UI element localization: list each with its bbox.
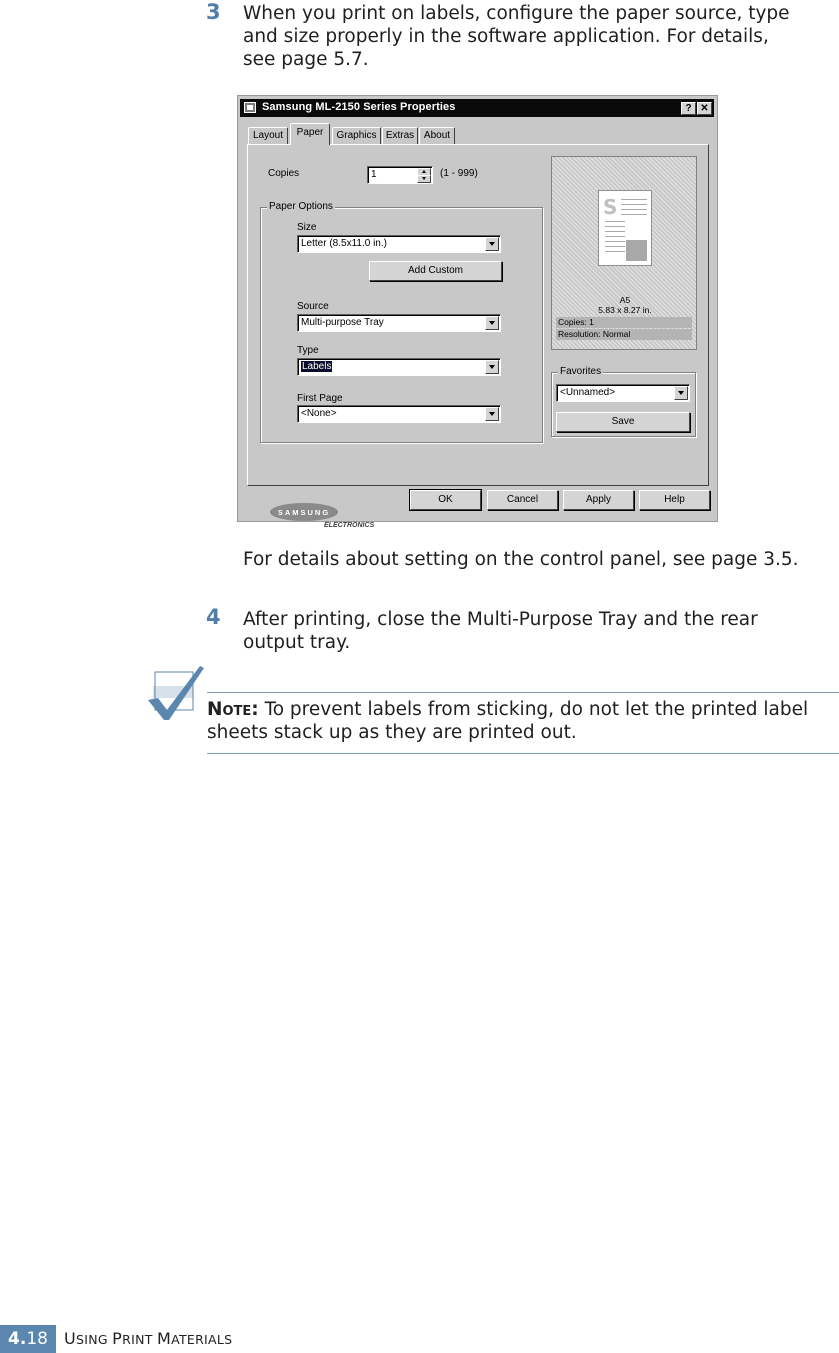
copies-label: Copies	[268, 168, 300, 179]
apply-button[interactable]: Apply	[563, 490, 634, 510]
type-label: Type	[297, 345, 319, 356]
paper-preview	[551, 156, 697, 350]
note-line-2: sheets stack up as they are printed out.	[207, 722, 577, 743]
source-select[interactable]	[297, 314, 501, 332]
type-select[interactable]	[297, 358, 501, 376]
step-4-line: After printing, close the Multi-Purpose Tray and the rear	[243, 609, 758, 630]
step-number-4: 4	[206, 605, 221, 629]
first-page-value: <None>	[301, 408, 337, 419]
paper-name: A5	[619, 295, 631, 305]
step-4-line: output tray.	[243, 632, 351, 653]
chapter-number: 4.	[8, 1329, 27, 1349]
chevron-down-icon[interactable]	[485, 316, 499, 330]
add-custom-button[interactable]: Add Custom	[369, 261, 502, 281]
note-line: To prevent labels from sticking, do not let the printed label	[258, 699, 809, 720]
favorites-value: <Unnamed>	[560, 387, 616, 398]
paper-options-label: Paper Options	[269, 201, 333, 212]
ok-button[interactable]: OK	[410, 490, 481, 510]
preview-resolution: Resolution: Normal	[556, 329, 692, 340]
favorites-select[interactable]	[556, 384, 690, 402]
source-value: Multi-purpose Tray	[301, 317, 384, 328]
note-text	[207, 698, 837, 744]
logo-brand: SAMSUNG	[277, 508, 331, 517]
favorites-label: Favorites	[560, 366, 602, 377]
tab-layout[interactable]: Layout	[248, 127, 288, 144]
dialog-title: Samsung ML-2150 Series Properties	[262, 101, 456, 113]
spin-down-icon[interactable]	[417, 175, 431, 183]
note-line-1	[207, 698, 837, 721]
note-top-rule	[207, 692, 839, 693]
paper-options-group	[260, 201, 543, 443]
note-bottom-rule	[207, 753, 839, 754]
tab-extras[interactable]: Extras	[382, 127, 418, 144]
dialog-titlebar	[240, 99, 714, 117]
copies-value: 1	[371, 169, 377, 180]
close-icon[interactable]: ✕	[697, 102, 712, 115]
step-3-line: When you print on labels, configure the paper source, type	[243, 3, 790, 24]
first-page-select[interactable]	[297, 405, 501, 423]
logo-sub: ELECTRONICS	[324, 522, 375, 529]
chevron-down-icon[interactable]	[485, 237, 499, 251]
chevron-down-icon[interactable]	[674, 386, 688, 400]
tab-paper[interactable]: Paper	[290, 123, 330, 145]
step-3-text	[243, 2, 839, 71]
samsung-electronics-logo	[270, 500, 380, 530]
cancel-button[interactable]: Cancel	[487, 490, 558, 510]
type-value: Labels	[302, 361, 332, 372]
help-title-button[interactable]: ?	[681, 102, 696, 115]
checkmark-icon	[142, 662, 206, 722]
help-button[interactable]: Help	[639, 490, 710, 510]
chevron-down-icon[interactable]	[485, 360, 499, 374]
note-label: Note:	[207, 699, 259, 720]
page-number-badge	[0, 1325, 56, 1353]
first-page-label: First Page	[297, 393, 343, 404]
tab-graphics[interactable]: Graphics	[332, 127, 381, 144]
page-number: 18	[26, 1329, 48, 1349]
preview-copies: Copies: 1	[556, 317, 692, 328]
save-button[interactable]: Save	[556, 412, 690, 432]
step-4-text	[243, 608, 839, 654]
printer-properties-dialog	[237, 95, 718, 529]
copies-stepper[interactable]	[367, 166, 433, 184]
page-preview-icon: S	[598, 190, 652, 266]
tab-about[interactable]: About	[419, 127, 455, 144]
size-value: Letter (8.5x11.0 in.)	[301, 238, 387, 249]
printer-icon	[244, 102, 256, 113]
control-panel-note: For details about setting on the control panel, see page 3.5.	[243, 549, 799, 570]
size-label: Size	[297, 222, 317, 233]
copies-range: (1 - 999)	[440, 168, 478, 179]
paper-dimensions: 5.83 x 8.27 in.	[598, 305, 652, 315]
chevron-down-icon[interactable]	[485, 407, 499, 421]
step-3-line: see page 5.7.	[243, 49, 369, 70]
source-label: Source	[297, 301, 329, 312]
size-select[interactable]	[297, 235, 501, 253]
step-3-line: and size properly in the software application. For details,	[243, 26, 769, 47]
step-number-3: 3	[206, 0, 221, 24]
favorites-group	[551, 366, 696, 437]
chapter-title: USING PRINT MATERIALS	[64, 1329, 233, 1348]
